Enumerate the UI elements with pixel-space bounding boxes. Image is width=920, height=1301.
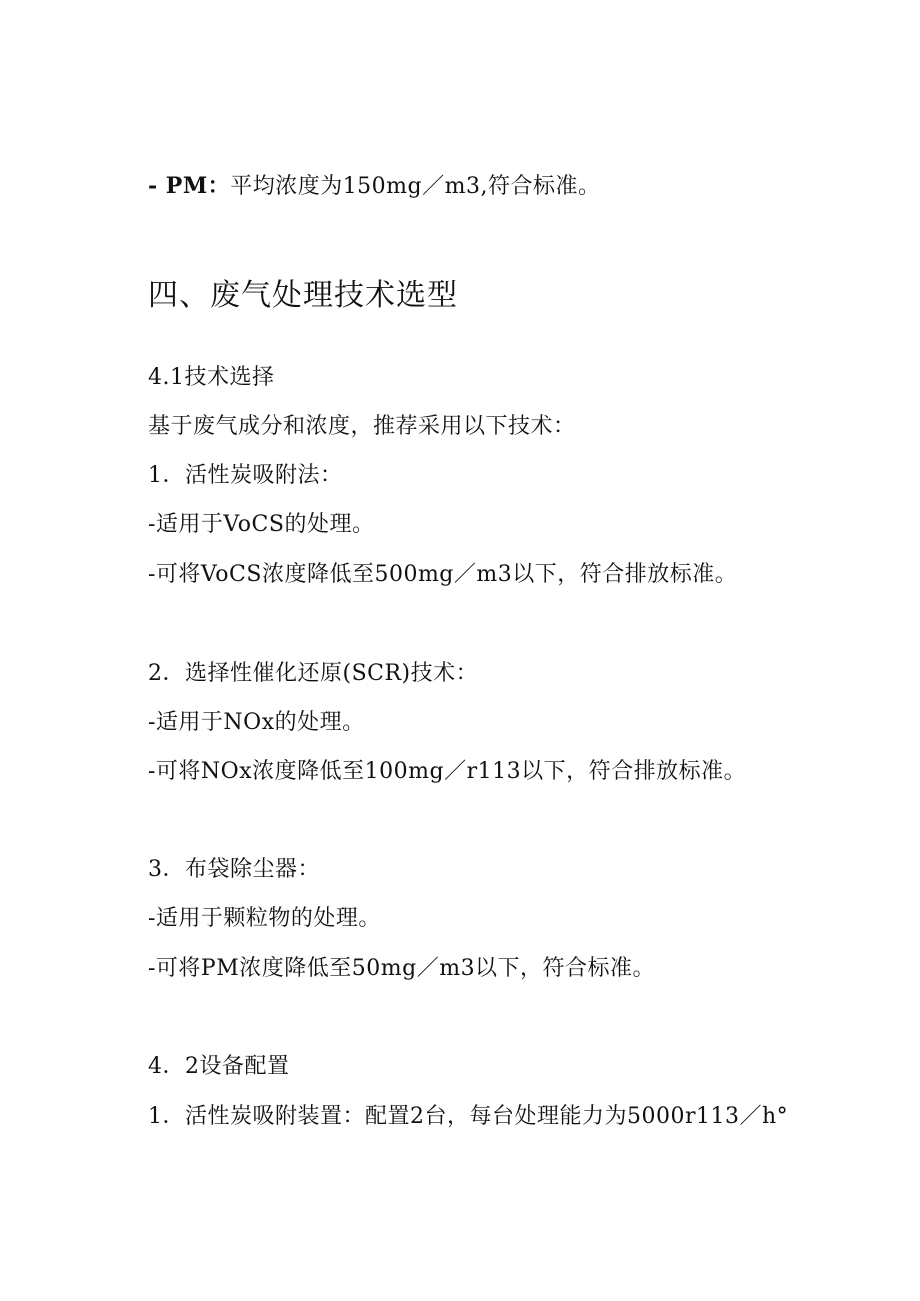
tech1-use: -适用于VoCS的处理。 (148, 512, 375, 537)
pm-label: - PM： (148, 173, 231, 199)
tech3-effect: -可将PM浓度降低至50mg／m3以下，符合标准。 (148, 956, 656, 981)
pm-concentration-line (148, 172, 600, 201)
tech1-title: 1．活性炭吸附法： (148, 463, 343, 488)
tech2-use: -适用于NOx的处理。 (148, 710, 365, 735)
pm-value-text: 平均浓度为150mg／m3,符合标准。 (230, 174, 601, 199)
equipment1-line: 1．活性炭吸附装置：配置2台，每台处理能力为5000r113／h° (148, 1104, 789, 1129)
section-heading: 四、废气处理技术选型 (148, 278, 458, 313)
tech2-title: 2．选择性催化还原(SCR)技术： (148, 661, 479, 686)
tech1-effect: -可将VoCS浓度降低至500mg／m3以下，符合排放标准。 (148, 562, 738, 587)
tech3-use: -适用于颗粒物的处理。 (148, 906, 381, 931)
subsection-4-2-title: 4．2设备配置 (148, 1054, 290, 1079)
intro-paragraph: 基于废气成分和浓度，推荐采用以下技术： (148, 414, 576, 439)
tech2-effect: -可将NOx浓度降低至100mg／r113以下，符合排放标准。 (148, 759, 747, 784)
tech3-title: 3．布袋除尘器： (148, 857, 320, 882)
subsection-4-1-title: 4.1技术选择 (148, 365, 275, 390)
